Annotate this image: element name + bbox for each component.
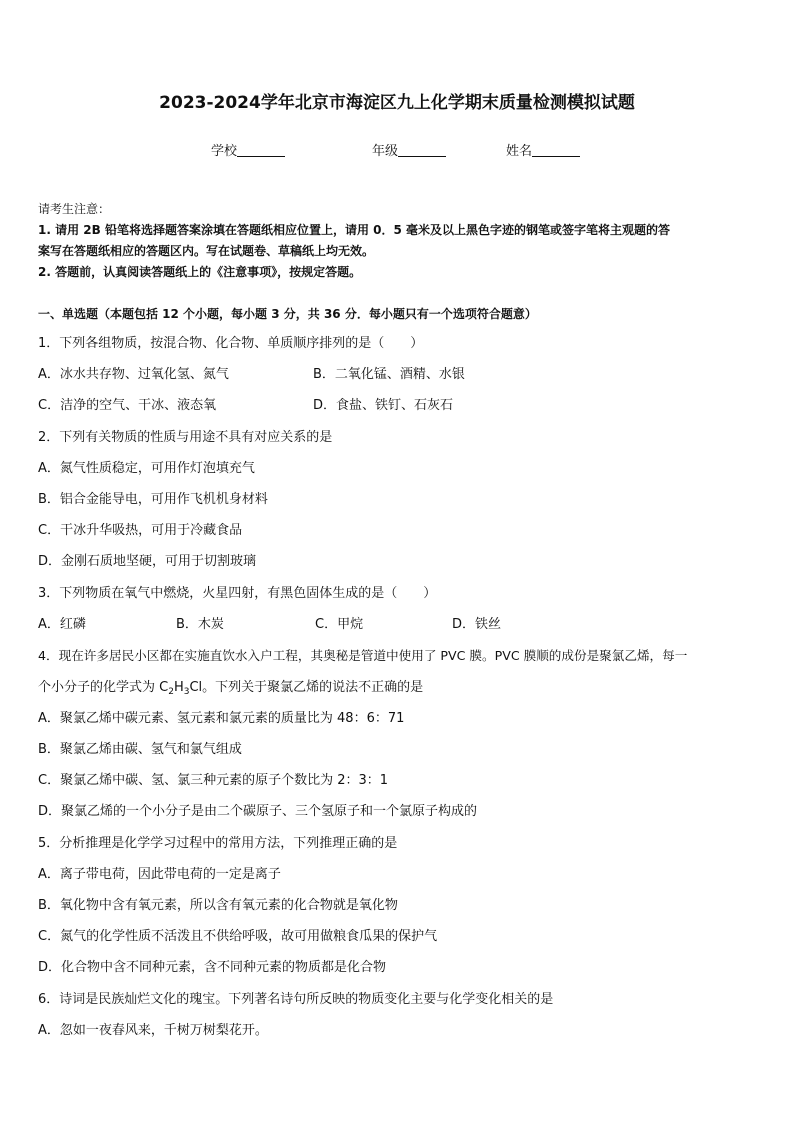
notice-item-1-line-1: 1. 请用 2B 铅笔将选择题答案涂填在答题纸相应位置上，请用 0．5 毫米及以上黑色字迹的钢笔或签字笔将主观题的答 (38, 223, 670, 237)
grade-field[interactable] (372, 140, 446, 159)
school-blank[interactable] (237, 143, 285, 157)
q4-option-a[interactable]: A．聚氯乙烯中碳元素、氢元素和氯元素的质量比为 48：6：71 (38, 711, 405, 726)
grade-blank[interactable] (398, 143, 446, 157)
q6-option-a[interactable]: A．忽如一夜春风来，千树万树梨花开。 (38, 1023, 268, 1038)
notice-heading: 请考生注意： (38, 202, 111, 216)
q4-stem-post: Cl。下列关于聚氯乙烯的说法不正确的是 (189, 680, 424, 695)
q3-option-c[interactable]: C．甲烷 (315, 617, 364, 632)
notice-block (38, 199, 760, 283)
q4-option-c[interactable]: C．聚氯乙烯中碳、氢、氯三种元素的原子个数比为 2：3：1 (38, 773, 389, 788)
q2-option-c[interactable]: C．干冰升华吸热，可用于冷藏食品 (38, 523, 243, 538)
q5-option-a[interactable]: A．离子带电荷，因此带电荷的一定是离子 (38, 867, 281, 882)
q2-option-a[interactable]: A．氮气性质稳定，可用作灯泡填充气 (38, 461, 255, 476)
q4-stem-line-2 (38, 676, 423, 695)
q3-stem: 3．下列物质在氧气中燃烧，火星四射，有黑色固体生成的是（ ） (38, 586, 437, 601)
q4-stem-pre: 个小分子的化学式为 C (38, 680, 169, 695)
q1-option-c[interactable]: C．洁净的空气、干冰、液态氧 (38, 398, 217, 413)
q4-formula-sub-1: 2 (168, 687, 174, 697)
q4-formula-h: H (173, 680, 184, 695)
school-label: 学校 (211, 144, 238, 159)
q1-option-d[interactable]: D．食盐、铁钉、石灰石 (313, 398, 454, 413)
q4-formula-sub-2: 3 (183, 687, 190, 697)
q5-option-c[interactable]: C．氮气的化学性质不活泼且不供给呼吸，故可用做粮食瓜果的保护气 (38, 929, 438, 944)
q3-option-d[interactable]: D．铁丝 (452, 617, 502, 632)
q2-option-b[interactable]: B．铝合金能导电，可用作飞机机身材料 (38, 492, 268, 507)
q3-option-b[interactable]: B．木炭 (176, 617, 224, 632)
section-heading: 一、单选题（本题包括 12 个小题，每小题 3 分，共 36 分．每小题只有一个选项符合题意） (38, 307, 537, 321)
q2-stem: 2．下列有关物质的性质与用途不具有对应关系的是 (38, 430, 333, 445)
notice-item-1-line-2: 案写在答题纸相应的答题区内。写在试题卷、草稿纸上均无效。 (38, 244, 375, 258)
page-title: 2023-2024学年北京市海淀区九上化学期末质量检测模拟试题 (159, 93, 635, 113)
q5-option-d[interactable]: D．化合物中含不同种元素，含不同种元素的物质都是化合物 (38, 960, 387, 975)
q2-option-d[interactable]: D．金刚石质地坚硬，可用于切割玻璃 (38, 554, 257, 569)
q4-stem-line-1: 4．现在许多居民小区都在实施直饮水入户工程，其奥秘是管道中使用了 PVC 膜。PVC 膜顺的成份是聚氯乙烯，每一 (38, 648, 688, 663)
q1-option-b[interactable]: B．二氧化锰、酒精、水银 (313, 367, 465, 382)
q3-option-a[interactable]: A．红磷 (38, 617, 86, 632)
grade-label: 年级 (372, 144, 399, 159)
name-blank[interactable] (532, 143, 580, 157)
notice-item-2: 2. 答题前，认真阅读答题纸上的《注意事项》，按规定答题。 (38, 265, 362, 279)
name-field[interactable] (506, 140, 580, 159)
q6-stem: 6．诗词是民族灿烂文化的瑰宝。下列著名诗句所反映的物质变化主要与化学变化相关的是 (38, 992, 554, 1007)
q4-option-d[interactable]: D．聚氯乙烯的一个小分子是由二个碳原子、三个氢原子和一个氯原子构成的 (38, 804, 478, 819)
q5-stem: 5．分析推理是化学学习过程中的常用方法，下列推理正确的是 (38, 836, 398, 851)
name-label: 姓名 (506, 144, 533, 159)
q1-option-a[interactable]: A．冰水共存物、过氧化氢、氮气 (38, 367, 229, 382)
school-field[interactable] (211, 140, 285, 159)
q1-stem: 1．下列各组物质，按混合物、化合物、单质顺序排列的是（ ） (38, 336, 424, 351)
q5-option-b[interactable]: B．氧化物中含有氧元素，所以含有氧元素的化合物就是氧化物 (38, 898, 398, 913)
q4-option-b[interactable]: B．聚氯乙烯由碳、氢气和氯气组成 (38, 742, 242, 757)
